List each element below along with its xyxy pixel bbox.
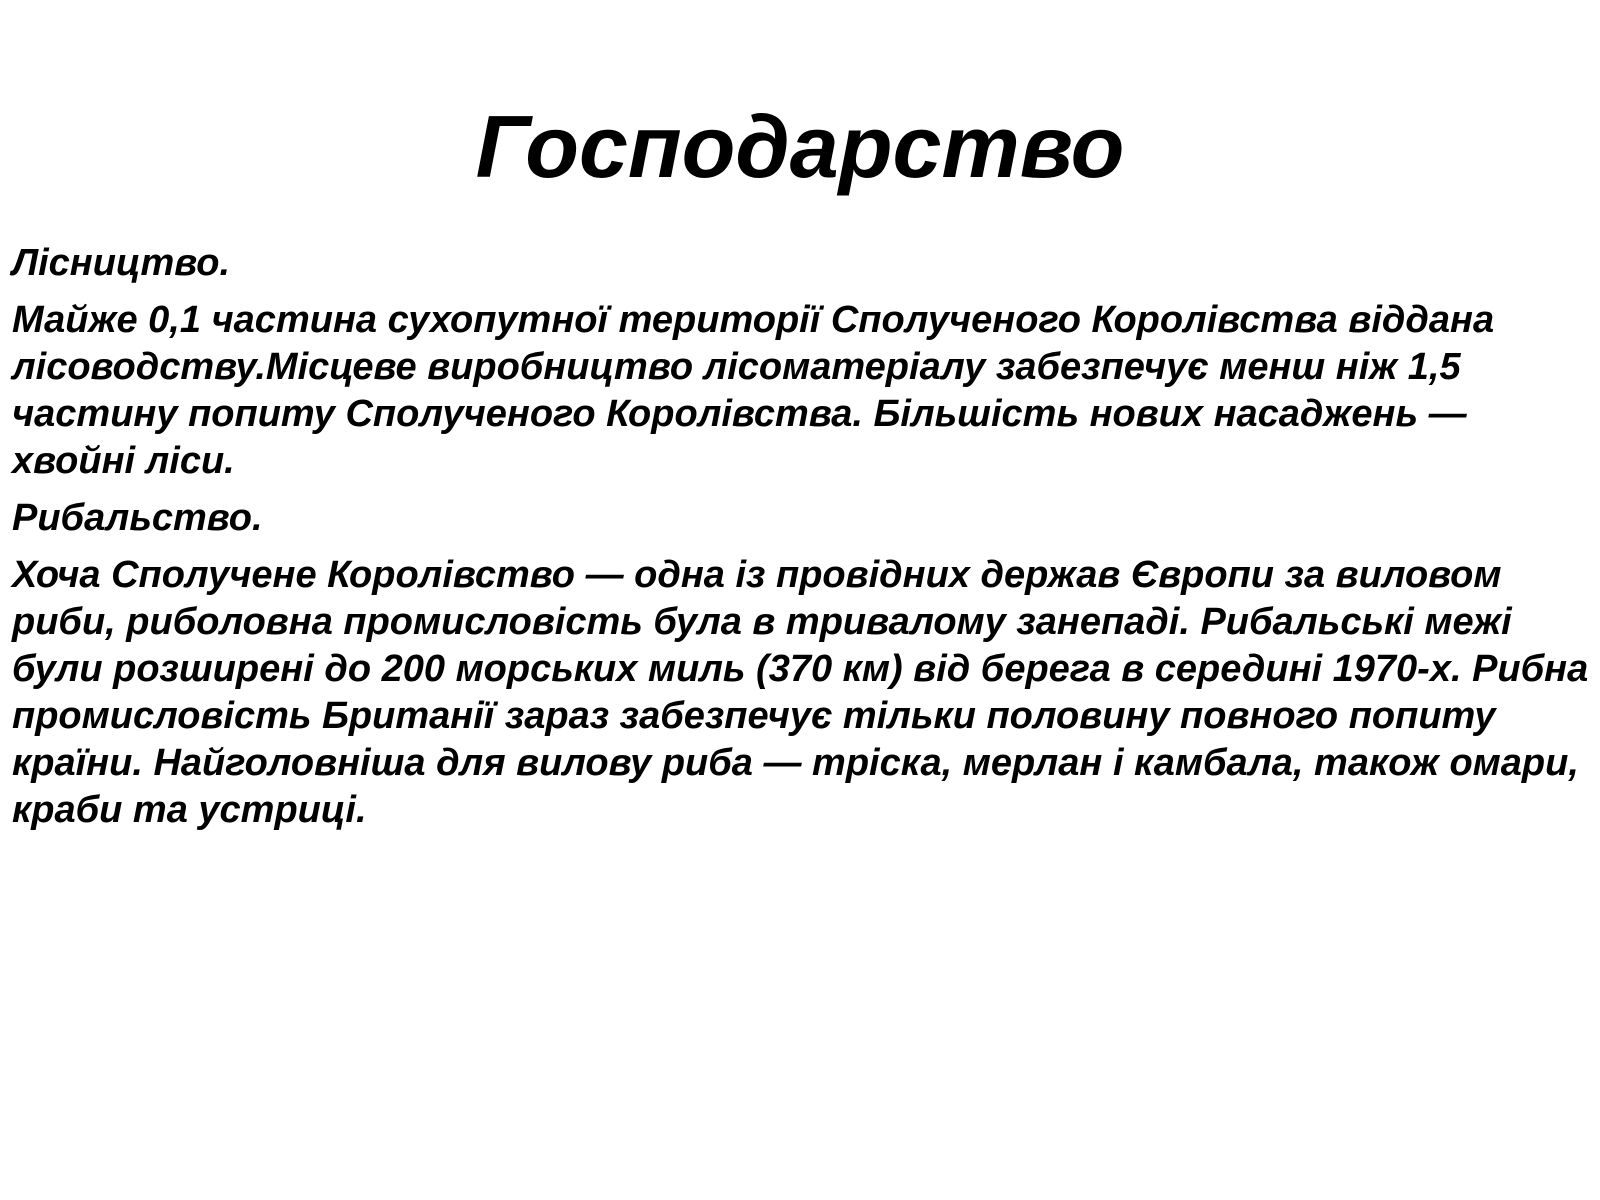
section-heading-forestry: Лісництво. bbox=[12, 242, 231, 284]
paragraph-fishing: Хоча Сполучене Королівство — одна із провідних держав Європи за виловом риби, риболовна промисловість була в тривалому занепаді. Рибальські межі були розширені до 200 морських миль (370 км) від берега в середині 1970-х. Рибна промисловість Британії зараз забезпечує тільки половину повного попиту країни. Найголовніша для вилову риба — тріска, мерлан і камбала, також омари, краби та устриці. bbox=[12, 554, 1589, 831]
slide-title: Господарство bbox=[475, 97, 1125, 196]
paragraph-forestry: Майже 0,1 частина сухопутної території Сполученого Королівства віддана лісоводству.Місцеве виробництво лісоматеріалу забезпечує менш ніж 1,5 частину попиту Сполученого Королівства. Більшість нових насаджень — хвойні ліси. bbox=[12, 299, 1495, 482]
section-heading-fishing: Рибальство. bbox=[12, 497, 263, 539]
slide-body bbox=[12, 240, 1590, 844]
